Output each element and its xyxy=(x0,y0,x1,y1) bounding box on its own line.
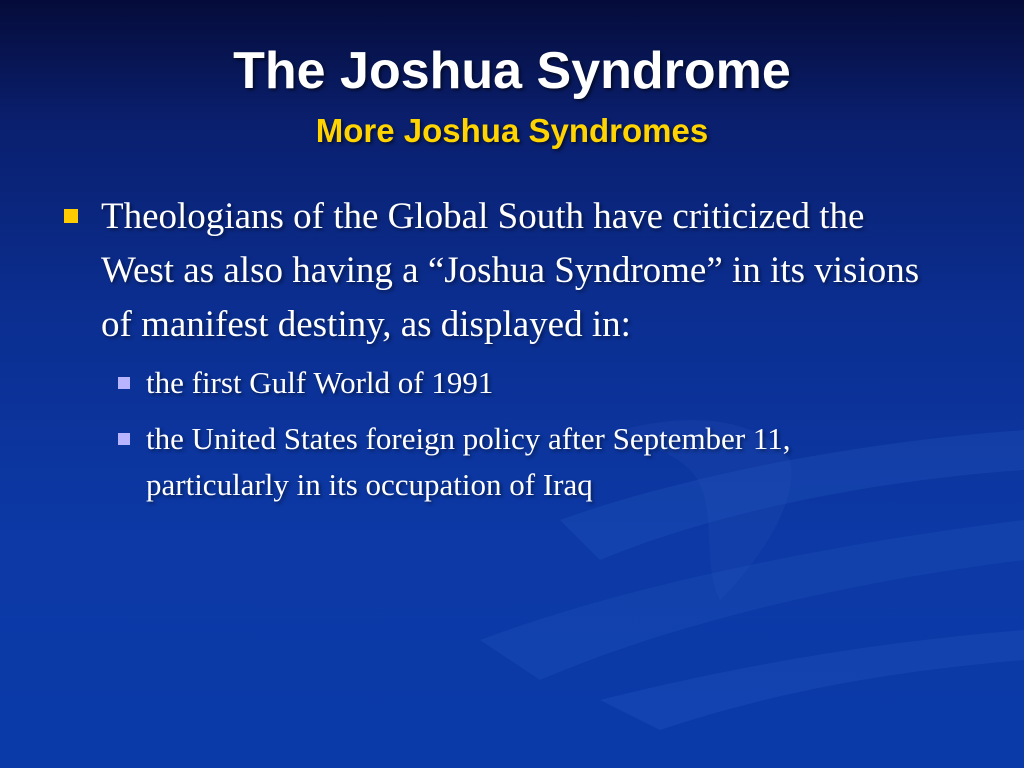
square-bullet-icon xyxy=(118,377,130,389)
bullet-item xyxy=(60,190,931,352)
sub-bullet-item xyxy=(116,360,936,406)
square-bullet-icon xyxy=(64,209,78,223)
slide-title: The Joshua Syndrome xyxy=(233,42,791,100)
square-bullet-icon xyxy=(118,433,130,445)
sub-bullet-item xyxy=(116,416,936,508)
sub-bullet-text: the United States foreign policy after September 11, particularly in its occupation of Iraq xyxy=(146,421,791,502)
bullet-text: Theologians of the Global South have criticized the West as also having a “Joshua Syndrome” in its visions of manifest destiny, as displayed in: xyxy=(101,196,920,345)
slide-body xyxy=(60,190,960,518)
sub-bullet-list xyxy=(116,360,960,508)
sub-bullet-text: the first Gulf World of 1991 xyxy=(146,365,494,400)
slide-subtitle: More Joshua Syndromes xyxy=(315,112,709,149)
